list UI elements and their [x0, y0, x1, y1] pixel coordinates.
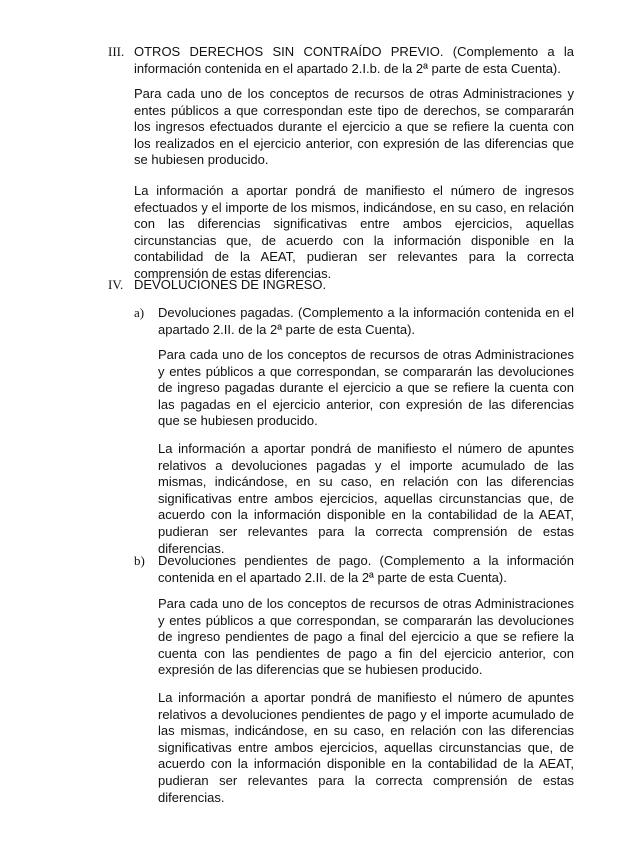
subsection-b-marker: b) [134, 553, 145, 568]
subsection-a-heading: Devoluciones pagadas. (Complemento a la información contenida en el apartado 2.II. de la 2ª parte de esta Cuenta). [158, 305, 574, 337]
section-iii-paragraph-2: La información a aportar pondrá de manifiesto el número de ingresos efectuados y el importe de los mismos, indicándose, en su caso, en relación con las diferencias significativas entre ambos ejercicios, aquellas circunstancias que, de acuerdo con la información disponible en la contabilidad de la AEAT, pudieran ser relevantes para la correcta comprensión de estas diferencias. [134, 183, 574, 281]
subsection-b-paragraph-1: Para cada uno de los conceptos de recursos de otras Administraciones y entes públicos a que correspondan, se compararán las devoluciones de ingreso pendientes de pago a final del ejercicio a que se refiere la cuenta con las pendientes de pago a fin del ejercicio anterior, con expresión de las diferencias que se hubiesen producido. [158, 596, 574, 678]
section-iv-marker: IV. [108, 277, 124, 292]
section-iii-heading: OTROS DERECHOS SIN CONTRAÍDO PREVIO. (Complemento a la información contenida en el apartado 2.I.b. de la 2ª parte de esta Cuenta). [134, 44, 574, 76]
subsection-b-paragraph-2: La información a aportar pondrá de manifiesto el número de apuntes relativos a devoluciones pendientes de pago y el importe acumulado de las mismas, indicándose, en su caso, en relación con las diferencias significativas entre ambos ejercicios, aquellas circunstancias que, de acuerdo con la información disponible en la contabilidad de la AEAT, pudieran ser relevantes para la correcta comprensión de estas diferencias. [158, 690, 574, 805]
section-iv-heading: DEVOLUCIONES DE INGRESO. [134, 277, 327, 292]
subsection-a-marker: a) [134, 305, 145, 320]
subsection-a-paragraph-1: Para cada uno de los conceptos de recursos de otras Administraciones y entes públicos a que correspondan, se compararán las devoluciones de ingreso pagadas durante el ejercicio a que se refiere la cuenta con las pagadas en el ejercicio anterior, con expresión de las diferencias que se hubiesen producido. [158, 347, 574, 429]
section-iii-marker: III. [108, 44, 125, 59]
subsection-b-heading: Devoluciones pendientes de pago. (Complemento a la información contenida en el apartado 2.II. de la 2ª parte de esta Cuenta). [158, 553, 574, 585]
subsection-a-paragraph-2: La información a aportar pondrá de manifiesto el número de apuntes relativos a devoluciones pagadas y el importe acumulado de las mismas, indicándose, en su caso, en relación con las diferencias significativas entre ambos ejercicios, aquellas circunstancias que, de acuerdo con la información disponible en la contabilidad de la AEAT, pudieran ser relevantes para la correcta comprensión de estas diferencias. [158, 441, 574, 556]
section-iii-paragraph-1: Para cada uno de los conceptos de recursos de otras Administraciones y entes públicos a que correspondan este tipo de derechos, se compararán los ingresos efectuados durante el ejercicio a que se refiere la cuenta con los realizados en el ejercicio anterior, con expresión de las diferencias que se hubiesen producido. [134, 86, 574, 168]
